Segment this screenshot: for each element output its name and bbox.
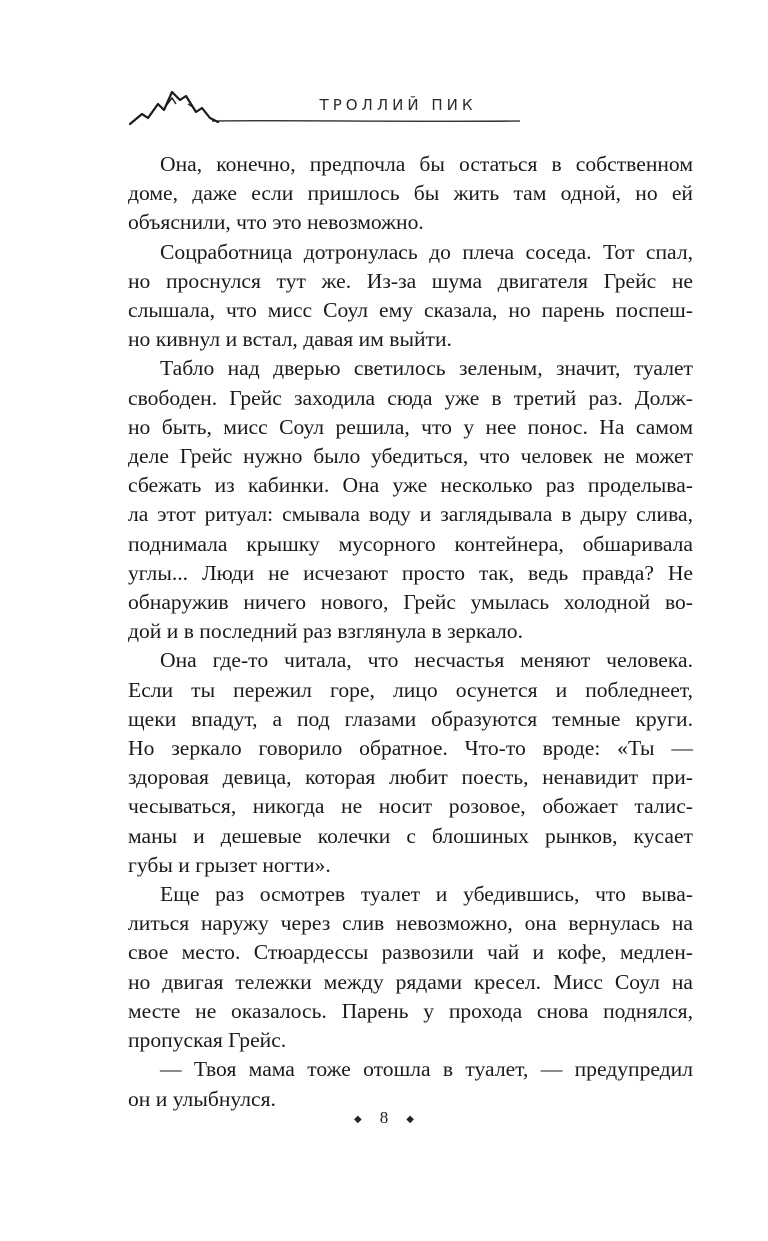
text-line: губы и грызет ногти». xyxy=(128,852,331,877)
text-line: доме, даже если пришлось бы жить там одной, но ей xyxy=(128,181,693,206)
text-line: ла этот ритуал: смывала воду и заглядывала в дыру слива, xyxy=(128,502,693,527)
text-line: но кивнул и встал, давая им выйти. xyxy=(128,327,452,352)
paragraph xyxy=(128,1055,693,1113)
text-line: но проснулся тут же. Из-за шума двигателя Грейс не xyxy=(128,268,693,293)
text-line: слышала, что мисс Соул ему сказала, но парень поспеш- xyxy=(128,298,693,323)
running-header xyxy=(128,84,520,128)
text-line: объяснили, что это невозможно. xyxy=(128,210,424,235)
text-line: Если ты пережил горе, лицо осунется и побледнеет, xyxy=(128,677,693,702)
text-line: Еще раз осмотрев туалет и убедившись, что выва- xyxy=(160,882,693,907)
text-line: чесываться, никогда не носит розовое, обожает талис- xyxy=(128,794,693,819)
text-line: дой и в последний раз взглянула в зеркало. xyxy=(128,619,523,644)
paragraph xyxy=(128,880,693,1055)
page-footer xyxy=(0,1108,768,1128)
text-line: Она, конечно, предпочла бы остаться в собственном xyxy=(160,152,693,176)
text-line: Но зеркало говорило обратное. Что-то вроде: «Ты — xyxy=(128,736,693,761)
text-line: деле Грейс нужно было убедиться, что человек не может xyxy=(128,444,693,469)
text-line: щеки впадут, а под глазами образуются темные круги. xyxy=(128,706,693,731)
paragraph xyxy=(128,238,693,355)
text-line: здоровая девица, которая любит поесть, ненавидит при- xyxy=(128,765,693,790)
text-line: он и улыбнулся. xyxy=(128,1086,276,1111)
text-line: свое место. Стюардессы развозили чай и кофе, медлен- xyxy=(128,940,693,965)
text-line: литься наружу через слив невозможно, она вернулась на xyxy=(128,911,693,936)
text-line: месте не оказалось. Парень у прохода снова поднялся, xyxy=(128,998,693,1023)
text-line: Соцработница дотронулась до плеча соседа. Тот спал, xyxy=(160,239,693,264)
body-text xyxy=(128,150,693,1114)
text-line: Она где-то читала, что несчастья меняют человека. xyxy=(160,648,693,673)
text-line: но быть, мисс Соул решила, что у нее понос. На самом xyxy=(128,414,693,439)
text-line: Табло над дверью светилось зеленым, значит, туалет xyxy=(160,356,693,381)
text-line: сбежать из кабинки. Она уже несколько раз проделыва- xyxy=(128,473,693,498)
paragraph xyxy=(128,150,693,238)
diamond-icon: ◆ xyxy=(354,1113,362,1125)
text-line: но двигая тележки между рядами кресел. Мисс Соул на xyxy=(128,969,693,994)
text-line: свободен. Грейс заходила сюда уже в третий раз. Долж- xyxy=(128,385,693,410)
text-line: обнаружив ничего нового, Грейс умылась холодной во- xyxy=(128,590,693,615)
page-number: 8 xyxy=(379,1108,389,1127)
text-line: — Твоя мама тоже отошла в туалет, — предупредил xyxy=(160,1057,693,1082)
text-line: поднимала крышку мусорного контейнера, обшаривала xyxy=(128,531,693,556)
text-line: углы... Люди не исчезают просто так, ведь правда? Не xyxy=(128,560,693,585)
paragraph xyxy=(128,646,693,880)
paragraph xyxy=(128,354,693,646)
running-title: ТРОЛЛИЙ ПИК xyxy=(319,96,477,114)
text-line: пропуская Грейс. xyxy=(128,1028,287,1053)
text-line: маны и дешевые колечки с блошиных рынков, кусает xyxy=(128,823,693,848)
diamond-icon: ◆ xyxy=(406,1113,414,1125)
